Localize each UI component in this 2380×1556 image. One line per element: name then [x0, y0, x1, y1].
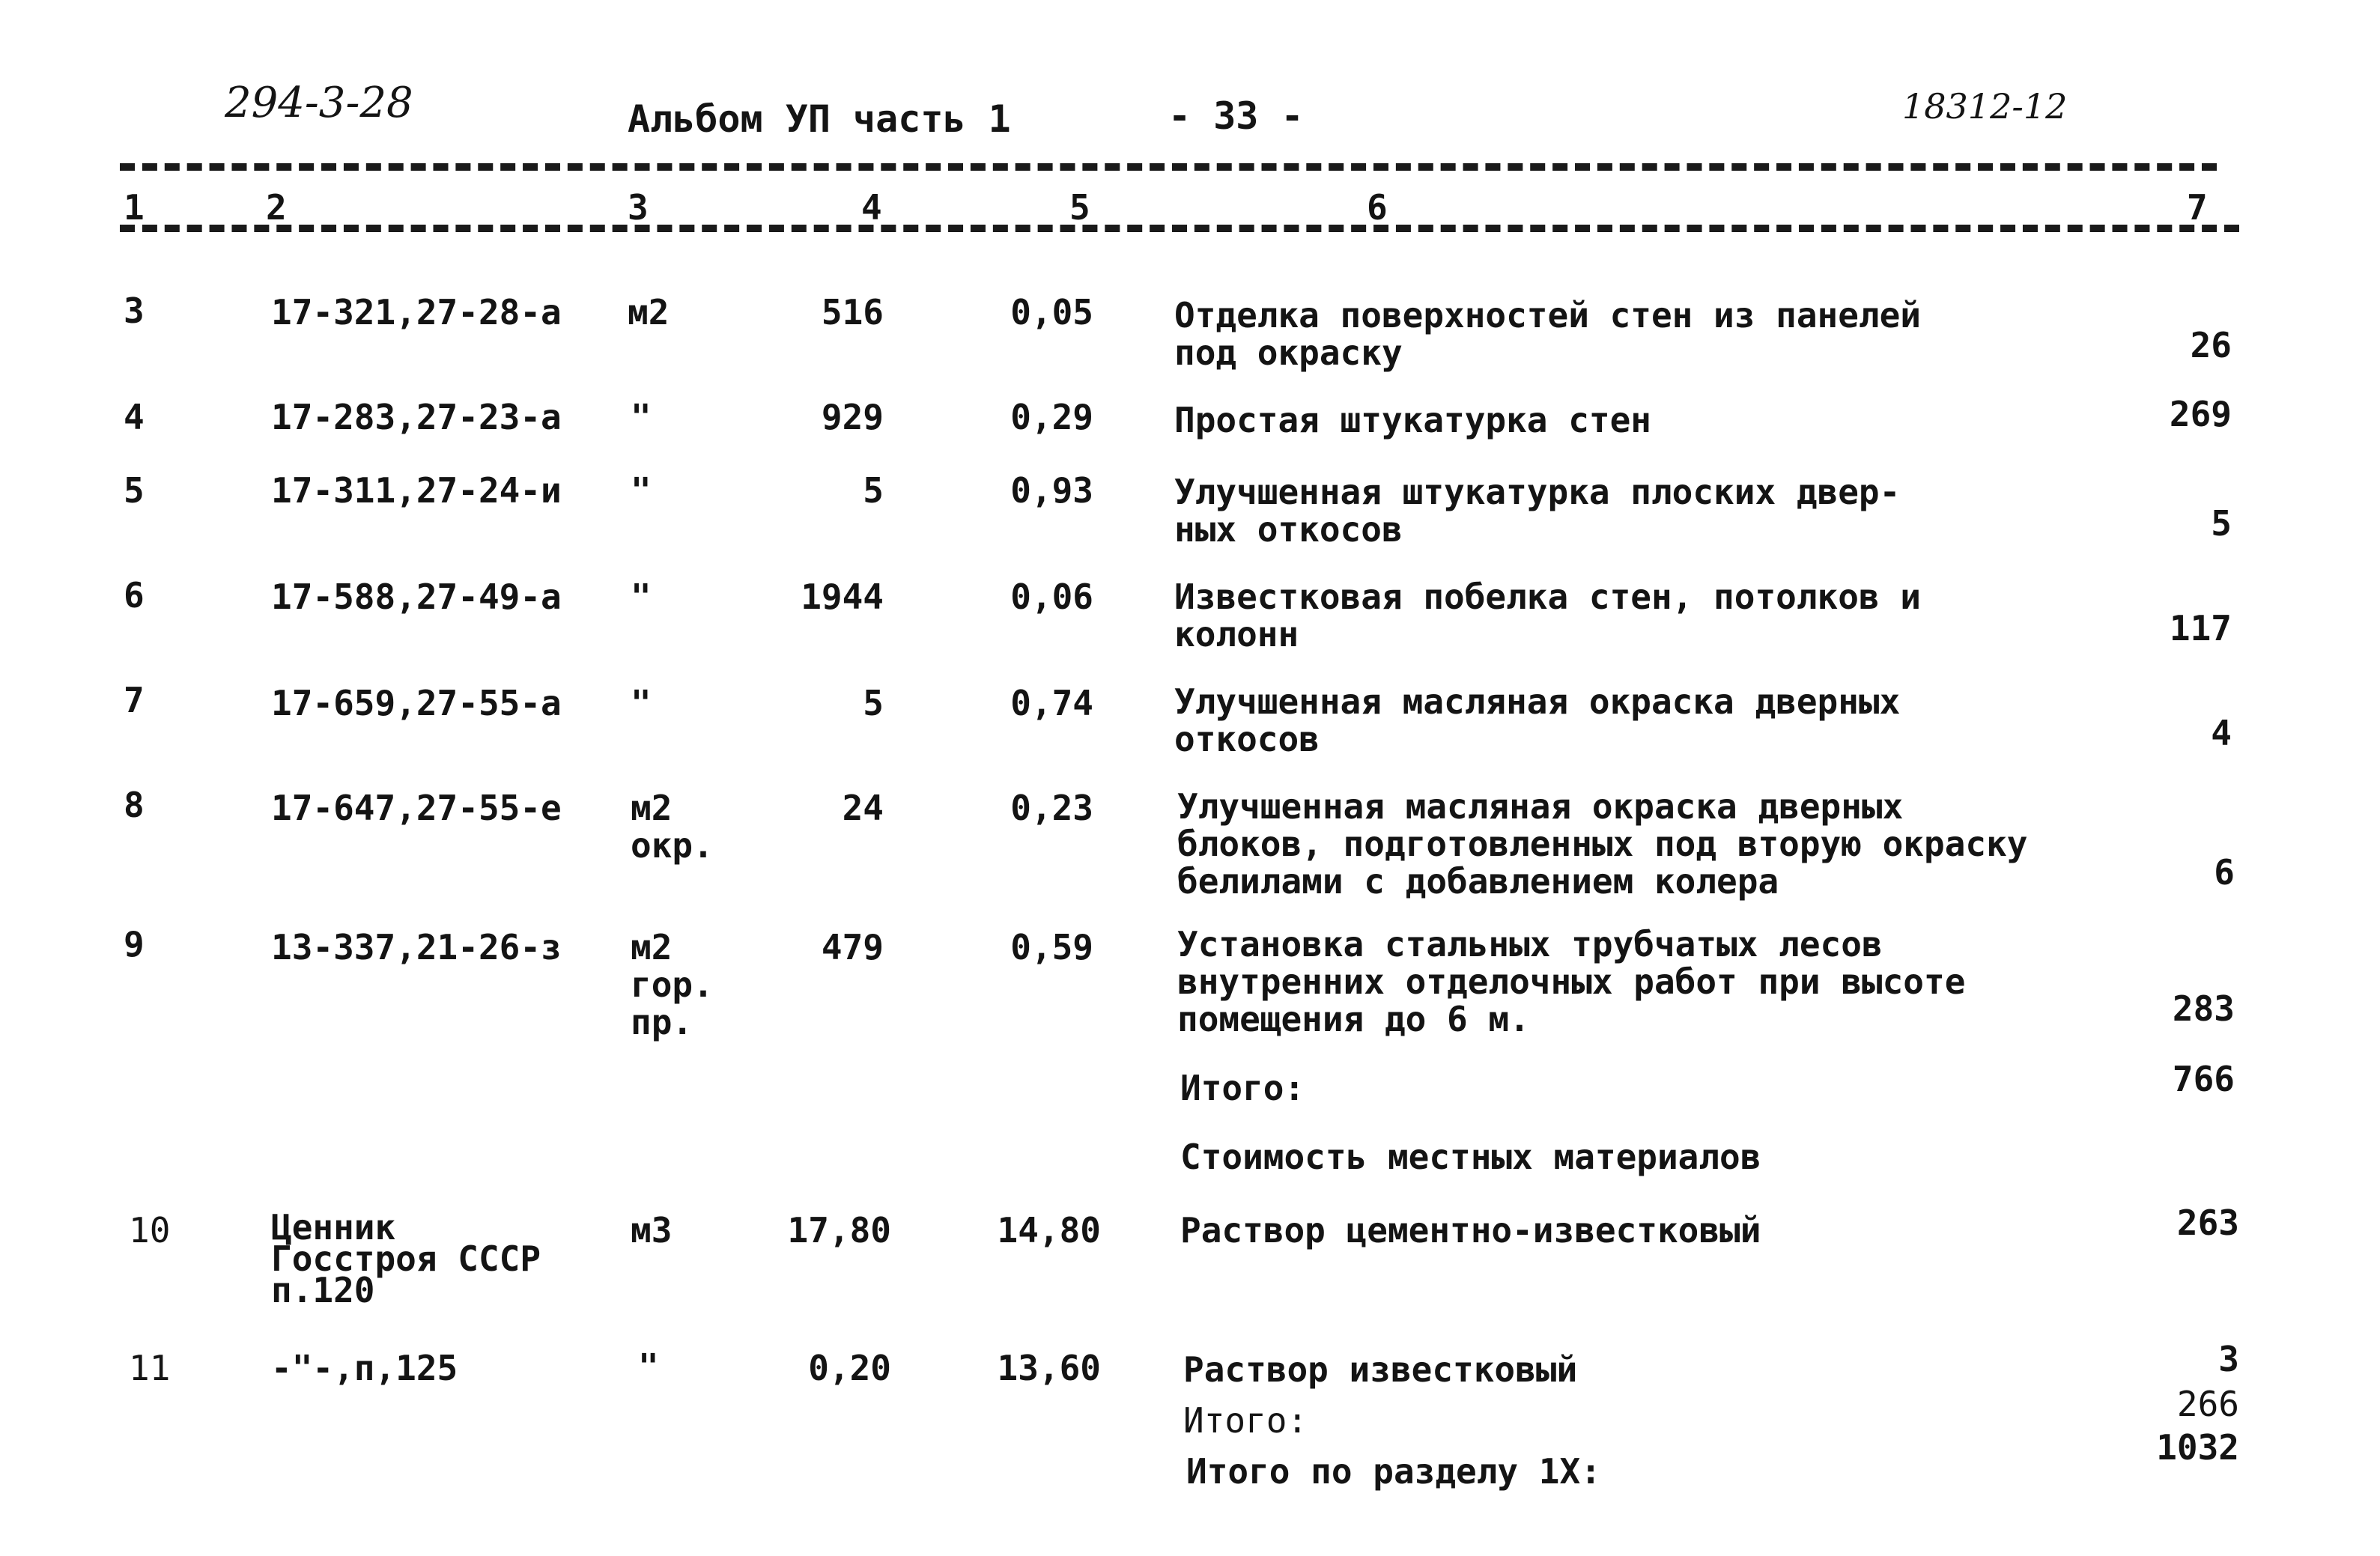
row-unit: "	[631, 397, 652, 437]
row-code: Ценник Госстроя СССР п.120	[271, 1207, 541, 1310]
row-price: 0,74	[1010, 683, 1093, 723]
col-header-4: 4	[861, 187, 882, 228]
row-price: 0,29	[1010, 397, 1093, 437]
row-number: 4	[124, 397, 145, 437]
row-code: 17-647,27-55-е	[271, 788, 562, 828]
section-total-value: 1032	[2156, 1427, 2239, 1468]
row-unit: "	[638, 1346, 659, 1387]
subtotal-label: Итого:	[1180, 1068, 1305, 1108]
row-price: 13,60	[997, 1348, 1101, 1388]
row-qty: 17,80	[787, 1210, 891, 1250]
row-total: 3	[2218, 1339, 2239, 1379]
column-header-rule	[120, 225, 2239, 232]
col-header-6: 6	[1367, 187, 1388, 228]
row-price: 14,80	[997, 1210, 1101, 1250]
row-unit: м2 гор. пр.	[631, 927, 714, 1042]
section-title: Стоимость местных материалов	[1180, 1137, 1761, 1177]
subtotal-value: 766	[2172, 1059, 2235, 1099]
row-total: 4	[2211, 713, 2232, 753]
top-rule	[120, 163, 2217, 171]
row-number: 5	[124, 470, 145, 511]
row-description: Улучшенная масляная окраска дверных откосов	[1174, 681, 1901, 759]
row-code: 13-337,21-26-з	[271, 927, 562, 967]
row-description: Раствор цементно-известковый	[1180, 1210, 1761, 1250]
subtotal-value: 266	[2176, 1384, 2239, 1424]
row-qty: 1944	[801, 577, 884, 617]
row-qty: 5	[863, 683, 884, 723]
row-qty: 516	[821, 292, 884, 332]
row-total: 283	[2172, 988, 2235, 1029]
row-number: 8	[124, 785, 145, 825]
row-price: 0,05	[1010, 292, 1093, 332]
subtotal-label: Итого:	[1183, 1400, 1308, 1441]
row-price: 0,06	[1010, 577, 1093, 617]
inventory-number: 18312-12	[1902, 86, 2068, 127]
row-number: 10	[129, 1210, 171, 1250]
col-header-7: 7	[2187, 187, 2208, 228]
row-qty: 5	[863, 470, 884, 511]
row-code: 17-311,27-24-и	[271, 470, 562, 511]
col-header-3: 3	[628, 187, 649, 228]
row-description: Отделка поверхностей стен из панелей под окраску	[1174, 295, 1921, 373]
row-code: 17-283,27-23-а	[271, 397, 562, 437]
row-total: 269	[2169, 394, 2232, 434]
row-unit: "	[631, 470, 652, 511]
row-total: 5	[2211, 503, 2232, 544]
row-total: 26	[2190, 325, 2232, 365]
row-code: 17-588,27-49-а	[271, 577, 562, 617]
row-price: 0,93	[1010, 470, 1093, 511]
row-description: Улучшенная масляная окраска дверных блоков, подготовленных под вторую окраску белилами с добавлением колера	[1177, 786, 2028, 902]
col-header-5: 5	[1069, 187, 1090, 228]
doc-code: 294-3-28	[225, 79, 413, 127]
row-qty: 929	[821, 397, 884, 437]
row-total: 117	[2169, 608, 2232, 648]
row-number: 3	[124, 291, 145, 331]
row-number: 7	[124, 680, 145, 720]
row-unit: м2 окр.	[631, 788, 714, 866]
row-total: 6	[2214, 852, 2235, 893]
row-unit: "	[631, 683, 652, 723]
row-total: 263	[2176, 1203, 2239, 1243]
section-total-label: Итого по разделу 1Х:	[1186, 1451, 1601, 1492]
row-unit: м3	[631, 1210, 673, 1250]
row-qty: 0,20	[808, 1348, 891, 1388]
row-description: Простая штукатурка стен	[1174, 400, 1651, 440]
row-number: 6	[124, 575, 145, 616]
row-price: 0,59	[1010, 927, 1093, 967]
row-description: Улучшенная штукатурка плоских двер- ных откосов	[1174, 472, 1901, 550]
album-title: Альбом УП часть 1	[628, 97, 1011, 141]
col-header-2: 2	[266, 187, 287, 228]
row-code: -"-,п,125	[271, 1348, 458, 1388]
row-price: 0,23	[1010, 788, 1093, 828]
row-code: 17-321,27-28-а	[271, 292, 562, 332]
row-description: Раствор известковый	[1183, 1349, 1578, 1390]
row-unit: "	[631, 577, 652, 617]
col-header-1: 1	[124, 187, 145, 228]
row-number: 9	[124, 924, 145, 964]
row-number: 11	[129, 1348, 171, 1388]
row-code: 17-659,27-55-а	[271, 683, 562, 723]
page-number: - 33 -	[1168, 94, 1304, 138]
row-description: Установка стальных трубчатых лесов внутренних отделочных работ при высоте помещения до 6 м.	[1177, 924, 1966, 1039]
row-qty: 24	[842, 788, 884, 828]
row-qty: 479	[821, 927, 884, 967]
row-description: Известковая побелка стен, потолков и колонн	[1174, 577, 1921, 654]
row-unit: м2	[628, 292, 670, 332]
